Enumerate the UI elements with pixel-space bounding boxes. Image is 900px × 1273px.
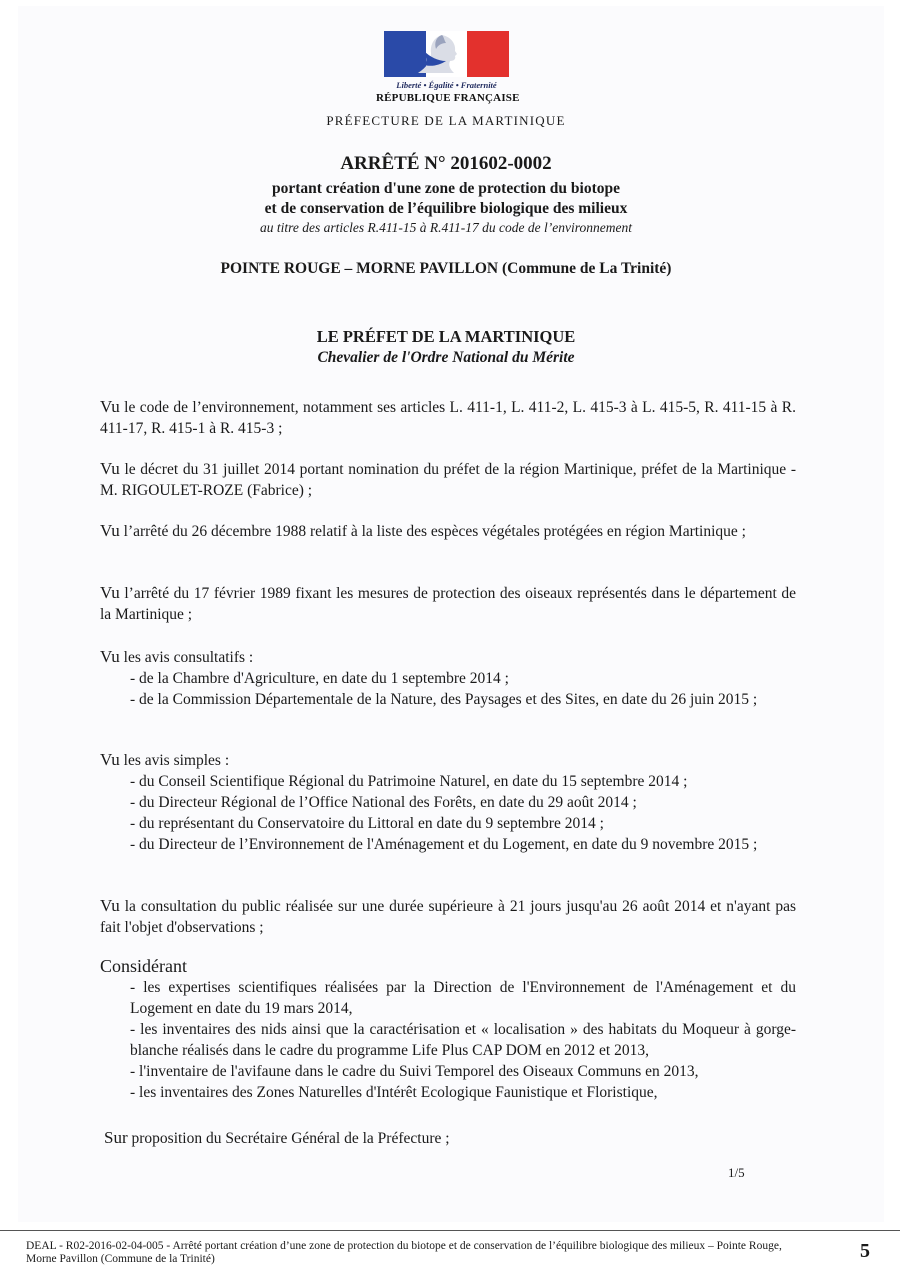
considerant-block <box>100 956 796 1103</box>
prefet-subtitle: Chevalier de l'Ordre National du Mérite <box>317 349 575 366</box>
arrete-title: ARRÊTÉ N° 201602-0002 <box>340 153 552 174</box>
arrete-subtitle-1: portant création d'une zone de protection du biotope <box>271 180 621 197</box>
list-item: - les expertises scientifiques réalisées par la Direction de l'Environnement de l'Aménagement et du Logement en date du 19 mars 2014, <box>130 979 796 1017</box>
prefet-title: LE PRÉFET DE LA MARTINIQUE <box>316 327 576 346</box>
visa-text: le code de l’environnement, notamment ses articles L. 411-1, L. 411-2, L. 415-3 à L. 415-5, R. 411-15 à R. 411-17, R. 415-1 à R. 415-3 ; <box>100 399 796 437</box>
page-number: 1/5 <box>728 1165 745 1180</box>
list-item: - du Directeur de l’Environnement de l'Aménagement et du Logement, en date du 9 novembre 2015 ; <box>130 836 758 853</box>
proposition-text: proposition du Secrétaire Général de la Préfecture ; <box>131 1130 450 1147</box>
republic-name: RÉPUBLIQUE FRANÇAISE <box>376 92 520 104</box>
list-item: - les inventaires des nids ainsi que la caractérisation et « localisation » des habitats du Moqueur à gorge-blanche réalisés dans le cadre du programme Life Plus CAP DOM en 2012 et 2013, <box>130 1021 796 1059</box>
visa-consultation <box>100 895 796 938</box>
vu-word: Vu <box>100 397 120 416</box>
vu-word: Vu <box>100 521 120 540</box>
list-item: - du Directeur Régional de l’Office National des Forêts, en date du 29 août 2014 ; <box>130 794 637 811</box>
avis-simples-intro: les avis simples : <box>123 752 230 769</box>
visa-4 <box>100 582 796 625</box>
list-item: - l'inventaire de l'avifaune dans le cadre du Suivi Temporel des Oiseaux Communs en 2013, <box>130 1063 699 1080</box>
vu-word: Vu <box>100 750 120 769</box>
legal-reference: au titre des articles R.411-15 à R.411-17 du code de l’environnement <box>260 220 632 235</box>
list-item: - les inventaires des Zones Naturelles d'Intérêt Ecologique Faunistique et Floristique, <box>130 1084 658 1101</box>
list-item: - de la Commission Départementale de la Nature, des Paysages et des Sites, en date du 26 juin 2015 ; <box>130 691 758 708</box>
vu-word: Vu <box>100 583 120 602</box>
republic-motto: Liberté • Égalité • Fraternité <box>396 80 497 90</box>
footer-page-number: 5 <box>860 1240 870 1262</box>
avis-consultatifs-intro: les avis consultatifs : <box>123 649 254 666</box>
avis-consultatifs-list <box>130 668 796 710</box>
sur-word: Sur <box>104 1128 128 1147</box>
avis-simples-list <box>130 771 796 855</box>
visa-text: l’arrêté du 26 décembre 1988 relatif à la liste des espèces végétales protégées en région Martinique ; <box>123 523 746 540</box>
footer-text: DEAL - R02-2016-02-04-005 - Arrêté portant création d’une zone de protection du biotope et de conservation de l’équilibre biologique des milieux – Pointe Rouge, Morne Pavillon (Commune de la Trinité) <box>26 1240 782 1265</box>
list-item: - du représentant du Conservatoire du Littoral en date du 9 septembre 2014 ; <box>130 815 604 832</box>
marianne-logo-icon <box>384 31 509 77</box>
consultation-text: la consultation du public réalisée sur une durée supérieure à 21 jours jusqu'au 26 août 2014 et n'ayant pas fait l'objet d'observations ; <box>100 898 797 936</box>
vu-word: Vu <box>100 896 120 915</box>
list-item: - de la Chambre d'Agriculture, en date du 1 septembre 2014 ; <box>130 670 509 687</box>
list-item: - du Conseil Scientifique Régional du Patrimoine Naturel, en date du 15 septembre 2014 ; <box>130 773 688 790</box>
location-title: POINTE ROUGE – MORNE PAVILLON (Commune de La Trinité) <box>220 260 672 277</box>
avis-simples <box>100 749 796 855</box>
footer-divider <box>0 1230 900 1231</box>
arrete-subtitle-2: et de conservation de l’équilibre biologique des milieux <box>264 200 628 217</box>
proposition <box>104 1127 800 1149</box>
avis-consultatifs <box>100 646 796 710</box>
vu-word: Vu <box>100 647 120 666</box>
visa-3 <box>100 520 796 542</box>
visa-text: l’arrêté du 17 février 1989 fixant les mesures de protection des oiseaux représentés dans le département de la Martinique ; <box>100 585 797 623</box>
considerant-list <box>130 977 796 1103</box>
vu-word: Vu <box>100 459 120 478</box>
prefecture-name: PRÉFECTURE DE LA MARTINIQUE <box>326 113 566 128</box>
visa-1 <box>100 396 796 439</box>
visa-text: le décret du 31 juillet 2014 portant nomination du préfet de la région Martinique, préfet de la Martinique - M. RIGOULET-ROZE (Fabrice) ; <box>100 461 796 499</box>
visa-2 <box>100 458 796 501</box>
considerant-heading: Considérant <box>100 956 187 976</box>
